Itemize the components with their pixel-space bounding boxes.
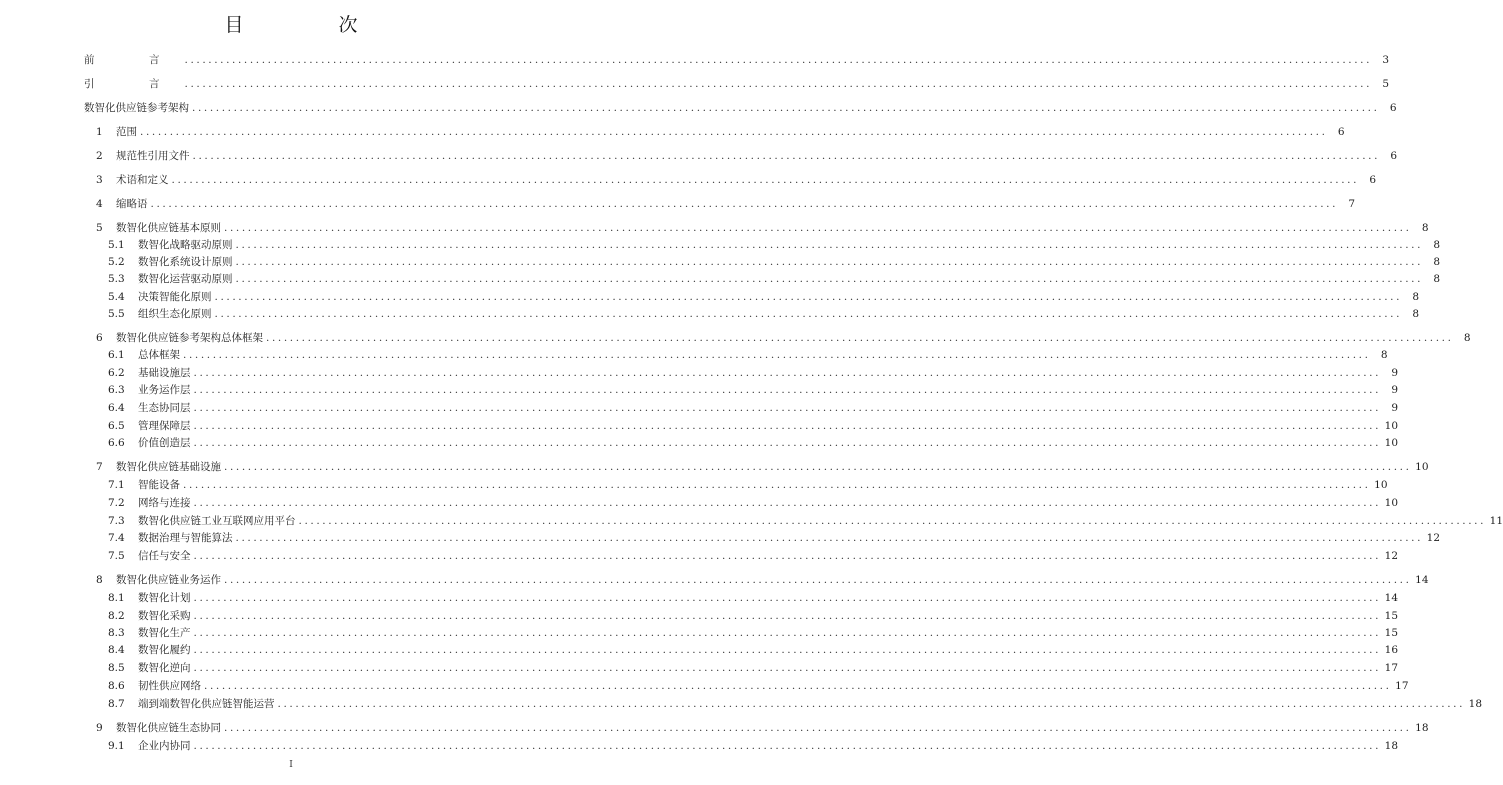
toc-entry-title: 引 言 (84, 78, 182, 90)
toc-entry[interactable] (84, 77, 1390, 91)
toc-entry-page: 10 (1384, 420, 1399, 432)
toc-leader-dots: ........................................................................................................................................................................................................ (214, 291, 1403, 303)
toc-entry-page: 8 (1433, 273, 1441, 285)
toc-entry-number: 8 (96, 574, 103, 586)
toc-entry-page: 12 (1384, 550, 1399, 562)
toc-entry-number: 6.3 (108, 384, 125, 396)
toc-entry-number: 6.4 (108, 402, 125, 414)
toc-leader-dots: ........................................................................................................................................................................................................ (277, 698, 1466, 710)
toc-entry-title: 组织生态化原则 (138, 308, 212, 320)
toc-leader-dots: ........................................................................................................................................................................................................ (171, 174, 1360, 186)
toc-entry-number: 2 (96, 150, 103, 162)
toc-entry-title: 数据治理与智能算法 (138, 532, 233, 544)
toc-entry-title: 数智化战略驱动原则 (138, 239, 233, 251)
toc-entry[interactable] (108, 401, 1399, 415)
toc-entry-page: 8 (1463, 332, 1471, 344)
toc-entry-title: 数智化计划 (138, 592, 191, 604)
toc-entry[interactable] (108, 697, 1483, 711)
toc-leader-dots: ........................................................................................................................................................................................................ (235, 532, 1424, 544)
toc-entry[interactable] (108, 549, 1399, 563)
toc-entry-title: 决策智能化原则 (138, 291, 212, 303)
toc-leader-dots: ........................................................................................................................................................................................................ (214, 308, 1403, 320)
toc-entry-page: 8 (1433, 239, 1441, 251)
toc-entry[interactable] (108, 531, 1441, 545)
toc-leader-dots: ........................................................................................................................................................................................................ (235, 239, 1424, 251)
toc-entry-title: 数智化供应链参考架构 (84, 102, 189, 114)
toc-entry-page: 6 (1389, 102, 1397, 114)
toc-leader-dots: ........................................................................................................................................................................................................ (193, 384, 1382, 396)
toc-entry-number: 6.6 (108, 437, 125, 449)
toc-entry[interactable] (96, 331, 1471, 345)
toc-entry-title: 数智化供应链参考架构总体框架 (116, 332, 263, 344)
toc-entry-page: 9 (1391, 402, 1399, 414)
toc-entry-number: 8.1 (108, 592, 125, 604)
toc-entry-title: 管理保障层 (138, 420, 191, 432)
toc-entry[interactable] (108, 383, 1399, 397)
toc-entry-number: 5.1 (108, 239, 125, 251)
toc-leader-dots: ........................................................................................................................................................................................................ (193, 437, 1382, 449)
toc-entry-page: 5 (1382, 78, 1390, 90)
toc-entry-page: 8 (1433, 256, 1441, 268)
toc-leader-dots: ........................................................................................................................................................................................................ (184, 78, 1373, 90)
toc-entry[interactable] (96, 573, 1429, 587)
toc-entry-page: 7 (1348, 198, 1356, 210)
toc-entry[interactable] (108, 255, 1441, 269)
toc-entry-title: 业务运作层 (138, 384, 191, 396)
toc-leader-dots: ........................................................................................................................................................................................................ (150, 198, 1339, 210)
toc-entry-title: 生态协同层 (138, 402, 191, 414)
toc-entry-title: 规范性引用文件 (116, 150, 190, 162)
toc-entry[interactable] (108, 419, 1399, 433)
toc-entry-number: 7.5 (108, 550, 125, 562)
toc-entry-number: 8.5 (108, 662, 125, 674)
toc-entry-number: 3 (96, 174, 103, 186)
toc-entry-number: 6.2 (108, 367, 125, 379)
toc-entry-page: 17 (1384, 662, 1399, 674)
toc-entry-title: 韧性供应网络 (138, 680, 201, 692)
toc-entry[interactable] (108, 514, 1503, 528)
toc-leader-dots: ........................................................................................................................................................................................................ (193, 497, 1382, 509)
toc-entry-page: 15 (1384, 627, 1399, 639)
toc-entry-page: 10 (1384, 497, 1399, 509)
toc-entry-title: 价值创造层 (138, 437, 191, 449)
toc-entry-number: 7.1 (108, 479, 125, 491)
toc-entry[interactable] (108, 739, 1399, 753)
toc-leader-dots: ........................................................................................................................................................................................................ (224, 461, 1412, 473)
toc-leader-dots: ........................................................................................................................................................................................................ (193, 610, 1382, 622)
toc-leader-dots: ........................................................................................................................................................................................................ (193, 550, 1382, 562)
toc-entry-title: 数智化运营驱动原则 (138, 273, 233, 285)
toc-entry-page: 9 (1391, 367, 1399, 379)
toc-entry[interactable] (108, 272, 1441, 286)
toc-entry-page: 15 (1384, 610, 1399, 622)
toc-entry[interactable] (108, 661, 1399, 675)
toc-entry-page: 18 (1468, 698, 1483, 710)
toc-leader-dots: ........................................................................................................................................................................................................ (140, 126, 1328, 138)
toc-leader-dots: ........................................................................................................................................................................................................ (193, 740, 1382, 752)
toc-entry-number: 7.4 (108, 532, 125, 544)
toc-entry-page: 12 (1426, 532, 1441, 544)
toc-entry-number: 5.2 (108, 256, 125, 268)
toc-entry-number: 8.3 (108, 627, 125, 639)
toc-entry-number: 5 (96, 222, 103, 234)
toc-entry-number: 8.7 (108, 698, 125, 710)
toc-entry-page: 6 (1337, 126, 1345, 138)
toc-entry[interactable] (108, 496, 1399, 510)
toc-entry[interactable] (108, 238, 1441, 252)
toc-entry-number: 5.4 (108, 291, 125, 303)
toc-leader-dots: ........................................................................................................................................................................................................ (193, 627, 1382, 639)
toc-entry[interactable] (108, 609, 1399, 623)
toc-entry[interactable] (108, 366, 1399, 380)
toc-entry-title: 缩略语 (116, 198, 148, 210)
toc-leader-dots: ........................................................................................................................................................................................................ (193, 367, 1382, 379)
toc-entry-title: 数智化履约 (138, 644, 191, 656)
toc-entry-title: 数智化采购 (138, 610, 191, 622)
toc-leader-dots: ........................................................................................................................................................................................................ (298, 515, 1487, 527)
toc-leader-dots: ........................................................................................................................................................................................................ (224, 222, 1412, 234)
toc-entry[interactable] (84, 101, 1397, 115)
toc-entry-number: 4 (96, 198, 103, 210)
toc-leader-dots: ........................................................................................................................................................................................................ (184, 54, 1373, 66)
toc-entry-title: 数智化系统设计原则 (138, 256, 233, 268)
toc-entry-page: 8 (1412, 291, 1420, 303)
toc-entry-page: 8 (1380, 349, 1388, 361)
toc-entry-number: 1 (96, 126, 103, 138)
page-number: I (289, 760, 293, 770)
toc-entry-page: 6 (1390, 150, 1398, 162)
toc-entry-page: 10 (1384, 437, 1399, 449)
toc-entry-number: 8.4 (108, 644, 125, 656)
toc-entry[interactable] (108, 478, 1388, 492)
toc-entry-page: 10 (1374, 479, 1388, 491)
toc-entry-title: 总体框架 (138, 349, 180, 361)
toc-entry-title: 数智化供应链基本原则 (116, 222, 221, 234)
toc-entry[interactable] (108, 679, 1409, 693)
toc-entry-page: 8 (1421, 222, 1429, 234)
toc-entry[interactable] (96, 149, 1398, 163)
toc-entry-number: 9 (96, 722, 103, 734)
toc-entry-number: 8.6 (108, 680, 125, 692)
toc-entry[interactable] (108, 290, 1420, 304)
toc-entry-title: 数智化逆向 (138, 662, 191, 674)
toc-entry[interactable] (108, 626, 1399, 640)
toc-leader-dots: ........................................................................................................................................................................................................ (224, 574, 1412, 586)
toc-leader-dots: ........................................................................................................................................................................................................ (193, 420, 1382, 432)
toc-leader-dots: ........................................................................................................................................................................................................ (183, 349, 1371, 361)
toc-entry[interactable] (108, 348, 1388, 362)
toc-entry-title: 基础设施层 (138, 367, 191, 379)
toc-leader-dots: ........................................................................................................................................................................................................ (183, 479, 1371, 491)
toc-entry[interactable] (84, 53, 1390, 67)
toc-entry[interactable] (96, 460, 1429, 474)
toc-entry-page: 14 (1384, 592, 1399, 604)
toc-leader-dots: ........................................................................................................................................................................................................ (193, 402, 1382, 414)
toc-leader-dots: ........................................................................................................................................................................................................ (193, 662, 1382, 674)
toc-entry-title: 前 言 (84, 54, 182, 66)
toc-entry-title: 智能设备 (138, 479, 180, 491)
toc-entry-number: 6 (96, 332, 103, 344)
toc-leader-dots: ........................................................................................................................................................................................................ (192, 102, 1380, 114)
toc-entry[interactable] (96, 721, 1429, 735)
toc-entry[interactable] (96, 173, 1377, 187)
toc-entry-page: 17 (1395, 680, 1409, 692)
toc-entry[interactable] (108, 591, 1399, 605)
toc-leader-dots: ........................................................................................................................................................................................................ (193, 592, 1382, 604)
toc-entry-title: 数智化生产 (138, 627, 191, 639)
toc-entry-number: 6.1 (108, 349, 125, 361)
toc-entry-title: 数智化供应链生态协同 (116, 722, 221, 734)
toc-entry-number: 7.2 (108, 497, 125, 509)
toc-entry-page: 18 (1415, 722, 1429, 734)
toc-leader-dots: ........................................................................................................................................................................................................ (235, 256, 1424, 268)
toc-entry-number: 5.3 (108, 273, 125, 285)
toc-entry[interactable] (108, 436, 1399, 450)
toc-entry-number: 7.3 (108, 515, 125, 527)
toc-entry-title: 端到端数智化供应链智能运营 (138, 698, 275, 710)
toc-leader-dots: ........................................................................................................................................................................................................ (224, 722, 1412, 734)
toc-entry-title: 数智化供应链业务运作 (116, 574, 221, 586)
toc-entry-page: 3 (1382, 54, 1390, 66)
toc-leader-dots: ........................................................................................................................................................................................................ (193, 644, 1382, 656)
toc-entry-page: 9 (1391, 384, 1399, 396)
toc-leader-dots: ........................................................................................................................................................................................................ (235, 273, 1424, 285)
page-title: 目 次 (224, 14, 396, 36)
toc-entry-page: 16 (1384, 644, 1399, 656)
toc-entry-page: 14 (1415, 574, 1429, 586)
toc-leader-dots: ........................................................................................................................................................................................................ (204, 680, 1392, 692)
toc-entry-page: 8 (1412, 308, 1420, 320)
toc-entry-page: 6 (1369, 174, 1377, 186)
toc-entry-title: 信任与安全 (138, 550, 191, 562)
toc-entry-title: 范围 (116, 126, 137, 138)
toc-entry-number: 7 (96, 461, 103, 473)
toc-entry-number: 5.5 (108, 308, 125, 320)
toc-entry[interactable] (108, 643, 1399, 657)
toc-entry[interactable] (96, 125, 1345, 139)
toc-entry-number: 6.5 (108, 420, 125, 432)
toc-entry-number: 9.1 (108, 740, 125, 752)
toc-entry-title: 术语和定义 (116, 174, 169, 186)
toc-entry[interactable] (96, 197, 1356, 211)
toc-entry[interactable] (108, 307, 1420, 321)
toc-leader-dots: ........................................................................................................................................................................................................ (266, 332, 1454, 344)
toc-leader-dots: ........................................................................................................................................................................................................ (192, 150, 1381, 162)
toc-entry-page: 18 (1384, 740, 1399, 752)
toc-entry-title: 网络与连接 (138, 497, 191, 509)
toc-entry[interactable] (96, 221, 1429, 235)
toc-entry-title: 企业内协同 (138, 740, 191, 752)
toc-entry-title: 数智化供应链工业互联网应用平台 (138, 515, 296, 527)
toc-entry-page: 11 (1489, 515, 1503, 527)
toc-entry-page: 10 (1415, 461, 1429, 473)
toc-entry-title: 数智化供应链基础设施 (116, 461, 221, 473)
toc-entry-number: 8.2 (108, 610, 125, 622)
